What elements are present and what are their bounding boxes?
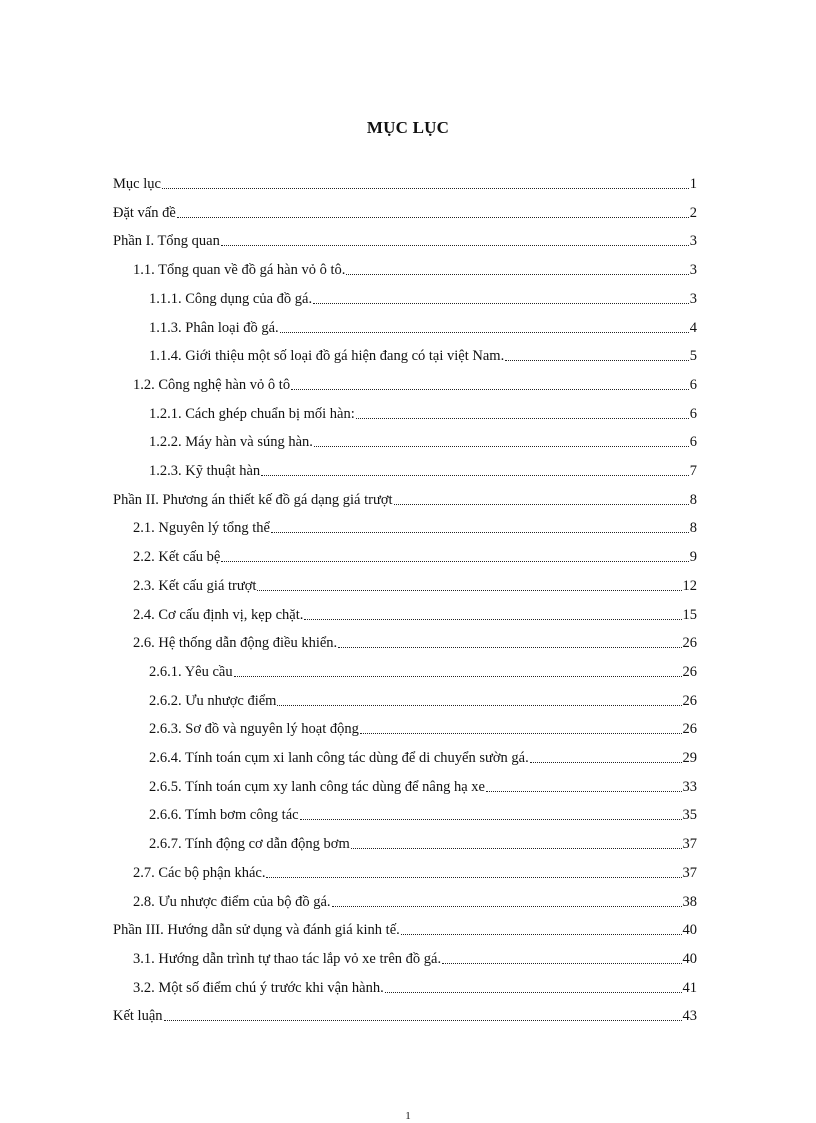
toc-entry[interactable] bbox=[133, 257, 697, 279]
toc-entry[interactable] bbox=[133, 602, 697, 624]
page-title: MỤC LỤC bbox=[366, 118, 450, 137]
toc-entry[interactable] bbox=[113, 487, 697, 509]
toc-entry[interactable] bbox=[113, 171, 697, 193]
toc-entry-page: 7 bbox=[689, 463, 697, 479]
toc-entry-label: 2.6.5. Tính toán cụm xy lanh công tác dùng để nâng hạ xe bbox=[149, 778, 485, 795]
toc-entry-label: 1.1.4. Giới thiệu một số loại đồ gá hiện đang có tại việt Nam. bbox=[149, 348, 505, 365]
dot-leader bbox=[164, 1019, 682, 1021]
dot-leader bbox=[385, 991, 682, 993]
dot-leader bbox=[271, 531, 689, 533]
toc-entry-page: 38 bbox=[682, 893, 697, 910]
dot-leader bbox=[291, 388, 689, 390]
dot-leader bbox=[442, 962, 681, 964]
toc-entry[interactable] bbox=[133, 946, 697, 968]
toc-entry-page: 3 bbox=[689, 262, 697, 279]
dot-leader bbox=[351, 847, 682, 849]
toc-entry-label: 3.2. Một số điểm chú ý trước khi vận hành. bbox=[133, 979, 384, 996]
dot-leader bbox=[221, 560, 688, 562]
toc-entry-page: 41 bbox=[682, 979, 697, 996]
dot-leader bbox=[177, 216, 689, 218]
toc-entry-page: 26 bbox=[682, 635, 697, 652]
toc-entry[interactable] bbox=[133, 515, 697, 537]
dot-leader bbox=[313, 302, 689, 304]
toc-entry-label: 1.2. Công nghệ hàn vỏ ô tô bbox=[133, 376, 291, 393]
toc-entry-page: 8 bbox=[689, 520, 697, 537]
toc-entry-page: 40 bbox=[682, 922, 697, 939]
toc-entry-page: 33 bbox=[682, 778, 697, 795]
dot-leader bbox=[314, 445, 689, 447]
toc-entry[interactable] bbox=[149, 315, 697, 337]
toc-entry-label: 3.1. Hướng dẫn trình tự thao tác lắp vỏ xe trên đồ gá. bbox=[133, 950, 442, 967]
toc-entry-page: 9 bbox=[689, 549, 697, 566]
toc-entry-page: 37 bbox=[682, 836, 697, 853]
toc-entry-label: Mục lục bbox=[113, 176, 161, 192]
toc-entry-page: 29 bbox=[682, 750, 697, 766]
toc-entry-page: 3 bbox=[689, 233, 697, 250]
dot-leader bbox=[221, 244, 689, 246]
dot-leader bbox=[360, 732, 682, 734]
toc-entry[interactable] bbox=[149, 659, 697, 681]
dot-leader bbox=[338, 646, 681, 648]
dot-leader bbox=[530, 761, 682, 763]
toc-entry[interactable] bbox=[133, 975, 697, 997]
toc-entry-page: 2 bbox=[689, 204, 697, 221]
toc-entry-page: 26 bbox=[682, 721, 697, 738]
toc-entry-label: 2.4. Cơ cấu định vị, kẹp chặt. bbox=[133, 606, 304, 623]
toc-entry-label: 2.2. Kết cấu bệ bbox=[133, 549, 221, 566]
toc-entry-label: 2.6.4. Tính toán cụm xi lanh công tác dùng để di chuyển sườn gá. bbox=[149, 750, 529, 766]
toc-entry[interactable] bbox=[113, 228, 697, 250]
toc-entry-label: Phần III. Hướng dẫn sử dụng và đánh giá kinh tế. bbox=[113, 922, 400, 939]
toc-entry[interactable] bbox=[149, 802, 697, 824]
toc-entry-label: 1.1.1. Công dụng của đồ gá. bbox=[149, 290, 313, 307]
dot-leader bbox=[346, 273, 688, 275]
dot-leader bbox=[394, 503, 689, 505]
toc-entry[interactable] bbox=[133, 860, 697, 882]
dot-leader bbox=[332, 905, 682, 907]
toc-entry-page: 8 bbox=[689, 491, 697, 508]
toc-entry[interactable] bbox=[149, 745, 697, 767]
toc-entry-label: 2.6.2. Ưu nhược điểm bbox=[149, 692, 277, 709]
toc-entry-label: 2.6. Hệ thống dẫn động điều khiển. bbox=[133, 635, 338, 652]
dot-leader bbox=[277, 704, 681, 706]
toc-entry-page: 5 bbox=[689, 348, 697, 365]
toc-entry-label: Kết luận bbox=[113, 1008, 163, 1025]
toc-entry-page: 4 bbox=[689, 319, 697, 336]
toc-entry[interactable] bbox=[113, 917, 697, 939]
toc-entry-label: 2.6.1. Yêu cầu bbox=[149, 663, 233, 680]
toc-entry-label: 2.1. Nguyên lý tổng thể bbox=[133, 520, 270, 537]
dot-leader bbox=[261, 474, 689, 476]
dot-leader bbox=[486, 790, 682, 792]
dot-leader bbox=[234, 675, 682, 677]
dot-leader bbox=[280, 331, 689, 333]
dot-leader bbox=[266, 876, 681, 878]
toc-entry-page: 37 bbox=[682, 864, 697, 881]
toc-entry-label: Đặt vấn đề bbox=[113, 204, 176, 221]
toc-entry-label: 1.2.2. Máy hàn và súng hàn. bbox=[149, 434, 313, 451]
page-number: 1 bbox=[405, 1110, 411, 1122]
toc-entry[interactable] bbox=[149, 286, 697, 308]
toc-entry-page: 6 bbox=[689, 434, 697, 451]
toc-entry-page: 1 bbox=[689, 176, 697, 192]
toc-entry[interactable] bbox=[113, 1003, 697, 1025]
toc-entry-label: 2.6.3. Sơ đồ và nguyên lý hoạt động bbox=[149, 721, 359, 738]
dot-leader bbox=[505, 359, 689, 361]
dot-leader bbox=[257, 589, 681, 591]
toc-entry[interactable] bbox=[133, 889, 697, 911]
dot-leader bbox=[162, 187, 689, 189]
toc-entry-page: 6 bbox=[689, 376, 697, 393]
toc-entry[interactable] bbox=[149, 401, 697, 423]
dot-leader bbox=[356, 417, 689, 419]
toc-entry-label: 1.2.3. Kỹ thuật hàn bbox=[149, 463, 261, 479]
toc-entry[interactable] bbox=[133, 573, 697, 595]
toc-entry-page: 12 bbox=[682, 577, 697, 594]
toc-entry-label: 1.1. Tổng quan về đồ gá hàn vỏ ô tô. bbox=[133, 262, 346, 279]
toc-entry-label: Phần I. Tổng quan bbox=[113, 233, 220, 250]
toc-entry-label: 2.6.7. Tính động cơ dẫn động bơm bbox=[149, 836, 350, 853]
dot-leader bbox=[401, 933, 682, 935]
toc-entry[interactable] bbox=[133, 544, 697, 566]
toc-entry-label: 1.1.3. Phân loại đồ gá. bbox=[149, 319, 279, 336]
toc-entry[interactable] bbox=[113, 200, 697, 222]
toc-entry-page: 26 bbox=[682, 692, 697, 709]
toc-entry-page: 26 bbox=[682, 663, 697, 680]
toc-entry-label: 2.8. Ưu nhược điểm của bộ đồ gá. bbox=[133, 893, 331, 910]
toc-entry[interactable] bbox=[133, 630, 697, 652]
dot-leader bbox=[304, 618, 681, 620]
toc-entry-label: Phần II. Phương án thiết kế đồ gá dạng giá trượt bbox=[113, 491, 393, 508]
toc-entry-page: 6 bbox=[689, 405, 697, 422]
toc-entry[interactable] bbox=[149, 343, 697, 365]
toc-entry[interactable] bbox=[149, 688, 697, 710]
toc-entry-label: 2.3. Kết cấu giá trượt bbox=[133, 577, 257, 594]
toc-entry[interactable] bbox=[149, 774, 697, 796]
dot-leader bbox=[300, 818, 682, 820]
toc-entry[interactable] bbox=[133, 372, 697, 394]
toc-entry[interactable] bbox=[149, 429, 697, 451]
toc-entry-page: 3 bbox=[689, 290, 697, 307]
toc-entry-label: 1.2.1. Cách ghép chuẩn bị mối hàn: bbox=[149, 405, 355, 422]
toc-entry-page: 40 bbox=[682, 950, 697, 967]
toc-entry-label: 2.6.6. Tímh bơm công tác bbox=[149, 807, 299, 824]
toc-entry[interactable] bbox=[149, 458, 697, 480]
toc-entry-page: 43 bbox=[682, 1008, 697, 1025]
toc-entry-label: 2.7. Các bộ phận khác. bbox=[133, 864, 266, 881]
toc-entry[interactable] bbox=[149, 716, 697, 738]
toc-entry[interactable] bbox=[149, 831, 697, 853]
toc-entry-page: 35 bbox=[682, 807, 697, 824]
toc-entry-page: 15 bbox=[682, 606, 697, 623]
